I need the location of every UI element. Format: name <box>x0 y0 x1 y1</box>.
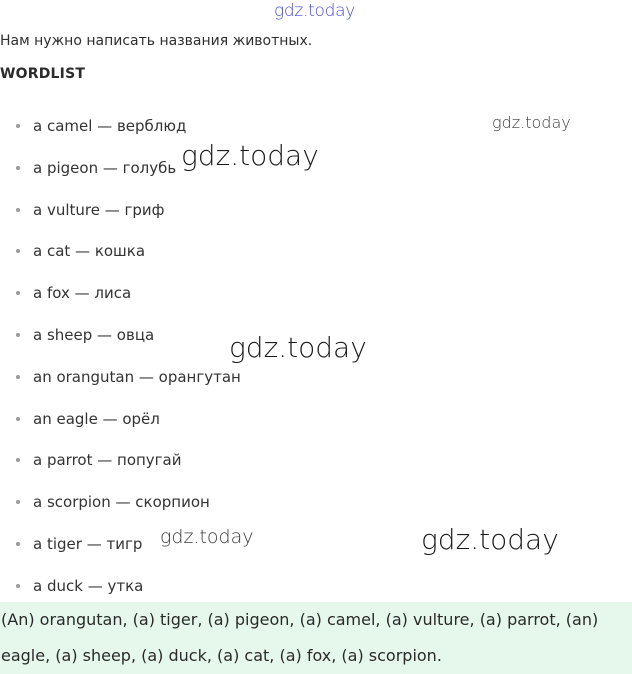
bullet-icon <box>16 417 20 421</box>
bullet-icon <box>16 542 20 546</box>
bullet-icon <box>16 291 20 295</box>
watermark-large-upper: gdz.today <box>181 139 319 172</box>
list-item-text: an eagle — орёл <box>33 409 160 428</box>
list-item-text: a parrot — попугай <box>33 451 182 470</box>
list-item-text: a scorpion — скорпион <box>33 493 210 512</box>
list-item <box>0 481 241 523</box>
answer-line-1: (An) orangutan, (a) tiger, (a) pigeon, (a) camel, (a) vulture, (a) parrot, (an) <box>1 610 599 629</box>
list-item <box>0 565 241 607</box>
list-item-text: a sheep — овца <box>33 325 155 344</box>
list-item <box>0 189 241 231</box>
answer-box <box>0 602 632 674</box>
list-item <box>0 439 241 481</box>
list-item <box>0 356 241 398</box>
list-item-text: a cat — кошка <box>33 242 146 261</box>
list-item-text: a duck — утка <box>33 576 144 595</box>
bullet-icon <box>16 500 20 504</box>
list-item-text: a camel — верблюд <box>33 117 187 135</box>
bullet-icon <box>16 166 20 170</box>
watermark-small-right: gdz.today <box>492 113 571 132</box>
bullet-icon <box>16 458 20 462</box>
answer-line-2: eagle, (a) sheep, (a) duck, (a) cat, (a) fox, (a) scorpion. <box>1 646 442 665</box>
watermark-top: gdz.today <box>274 1 355 21</box>
list-item <box>0 398 241 440</box>
list-item <box>0 314 241 356</box>
bullet-icon <box>16 249 20 253</box>
watermark-large-lower: gdz.today <box>421 523 559 556</box>
list-item-text: a fox — лиса <box>33 284 132 303</box>
intro-text: Нам нужно написать названия животных. <box>0 33 313 49</box>
bullet-icon <box>16 124 20 128</box>
list-item-text: a pigeon — голубь <box>33 158 177 177</box>
list-item-text: a tiger — тигр <box>33 534 143 553</box>
bullet-icon <box>16 375 20 379</box>
list-item-text: an orangutan — орангутан <box>33 367 241 386</box>
list-item-text: a vulture — гриф <box>33 200 165 219</box>
list-item <box>0 230 241 272</box>
wordlist-heading: WORDLIST <box>0 66 86 82</box>
bullet-icon <box>16 208 20 212</box>
watermark-large-middle: gdz.today <box>229 331 367 364</box>
bullet-icon <box>16 333 20 337</box>
list-item <box>0 272 241 314</box>
watermark-small-lower: gdz.today <box>160 526 254 548</box>
bullet-icon <box>16 584 20 588</box>
